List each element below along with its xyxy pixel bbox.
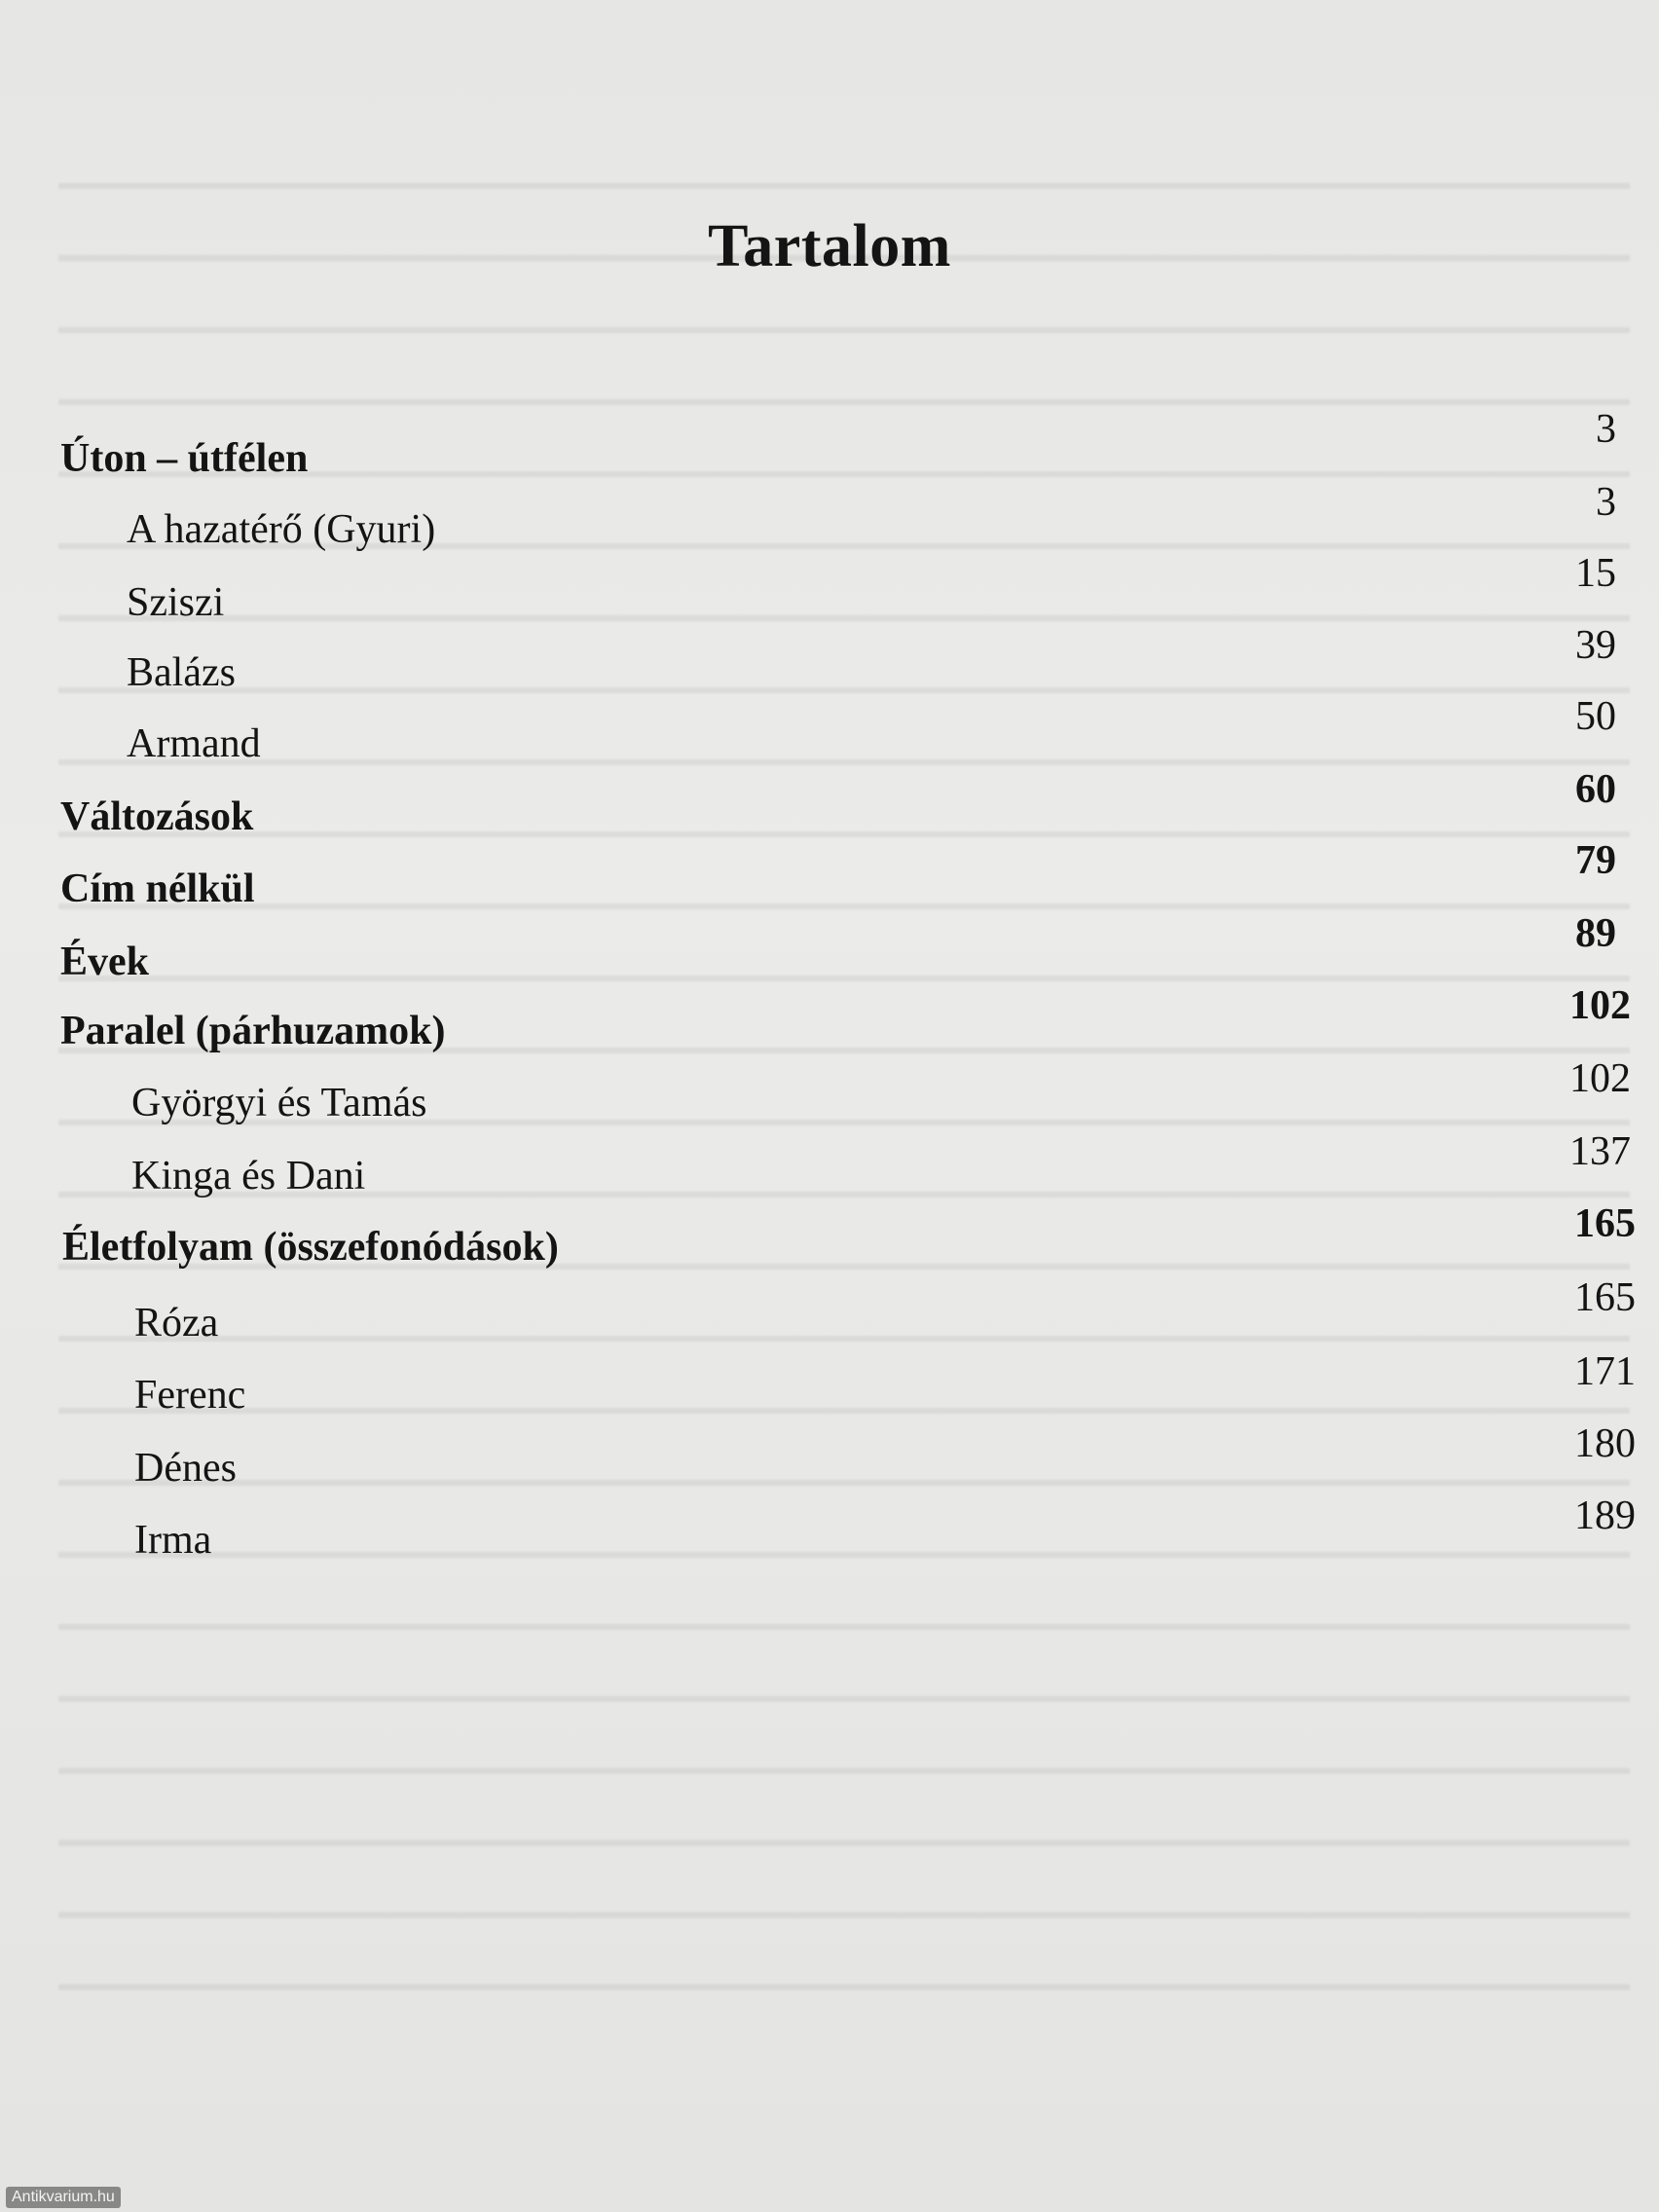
toc-entry-page: 137	[1569, 1129, 1631, 1174]
toc-entry-label: Ferenc	[134, 1373, 246, 1418]
toc-entry-page: 15	[1575, 551, 1616, 596]
toc-entry-page: 180	[1574, 1421, 1636, 1466]
toc-entry-page: 102	[1569, 983, 1631, 1028]
watermark: Antikvarium.hu	[6, 2187, 121, 2208]
toc-entry-page: 102	[1569, 1056, 1631, 1101]
toc-entry-page: 60	[1575, 767, 1616, 812]
toc-entry-label: Sziszi	[127, 580, 225, 625]
toc-entry-label: A hazatérő (Gyuri)	[127, 507, 436, 552]
toc-entry-page: 3	[1596, 480, 1616, 525]
page-title: Tartalom	[708, 213, 951, 279]
toc-entry-label: Paralel (párhuzamok)	[60, 1009, 446, 1053]
toc-entry-page: 50	[1575, 694, 1616, 739]
toc-entry-label: Évek	[60, 940, 150, 984]
toc-entry-label: Cím nélkül	[60, 866, 255, 911]
toc-entry-page: 79	[1575, 838, 1616, 883]
toc-entry-page: 165	[1574, 1275, 1636, 1320]
toc-entry-page: 171	[1574, 1349, 1636, 1394]
toc-entry-page: 189	[1574, 1493, 1636, 1538]
toc-entry-label: Változások	[60, 794, 254, 839]
toc-entry-label: Armand	[127, 721, 261, 766]
toc-entry-label: Úton – útfélen	[60, 436, 309, 481]
toc-entry-page: 165	[1574, 1201, 1636, 1246]
toc-entry-label: Irma	[134, 1518, 212, 1563]
toc-entry-label: Életfolyam (összefonódások)	[62, 1225, 559, 1270]
toc-entry-page: 3	[1596, 407, 1616, 452]
toc-entry-label: Dénes	[134, 1446, 237, 1491]
toc-entry-label: Györgyi és Tamás	[131, 1081, 427, 1125]
toc-entry-label: Róza	[134, 1301, 219, 1346]
toc-entry-page: 89	[1575, 911, 1616, 956]
toc-entry-label: Kinga és Dani	[131, 1154, 366, 1198]
toc-entry-label: Balázs	[127, 650, 236, 695]
toc-entry-page: 39	[1575, 623, 1616, 668]
